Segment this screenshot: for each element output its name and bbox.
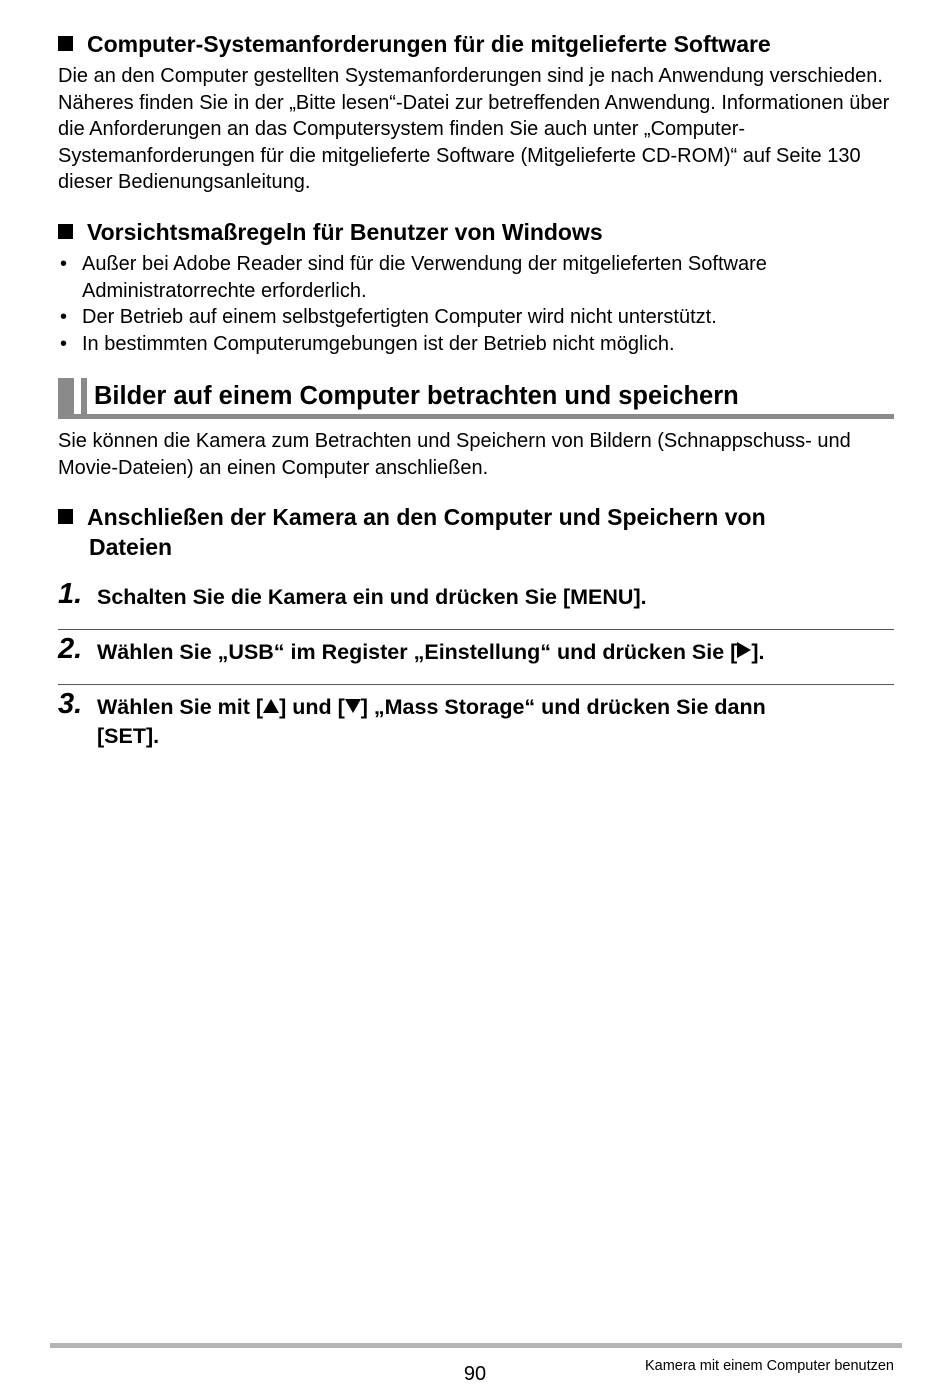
- page-number: 90: [463, 1363, 487, 1385]
- chapter-title: Bilder auf einem Computer betrachten und speichern: [94, 382, 739, 410]
- section-heading-system-requirements: Computer-Systemanforderungen für die mitgelieferte Software: [58, 29, 771, 59]
- step-text: Wählen Sie mit [ ] und [ ] „Mass Storage“ und drücken Sie dann [SET].: [97, 695, 766, 748]
- windows-precautions-list: [58, 251, 894, 357]
- footer-divider: [50, 1343, 902, 1348]
- step-number: 1.: [58, 578, 83, 610]
- square-bullet-icon: [58, 224, 73, 239]
- chapter-intro-paragraph: Sie können die Kamera zum Betrachten und Speichern von Bildern (Schnappschuss- und Movie-Dateien) an einen Computer anschließen.: [58, 430, 851, 479]
- chapter-heading: [58, 378, 894, 420]
- up-arrow-icon: [263, 699, 279, 713]
- chapter-marker-bar: [58, 378, 74, 416]
- step-number: 3.: [58, 688, 83, 720]
- system-requirements-paragraph: Die an den Computer gestellten Systemanforderungen sind je nach Anwendung verschieden. Näheres finden Sie in der „Bitte lesen“-Datei zur betreffenden Anwendung. Informationen über die Anforderungen an das Computersystem finden Sie auch unter „Computer-Systemanforderungen für die mitgelieferte Software (Mitgelieferte CD-ROM)“ auf Seite 130 dieser Bedienungsanleitung.: [58, 65, 890, 193]
- section-heading-windows-precautions: Vorsichtsmaßregeln für Benutzer von Windows: [58, 217, 603, 247]
- list-item: • Außer bei Adobe Reader sind für die Verwendung der mitgelieferten Software Administratorrechte erforderlich.: [58, 251, 894, 304]
- list-item: • Der Betrieb auf einem selbstgefertigten Computer wird nicht unterstützt.: [58, 304, 894, 331]
- subsection-heading-connect-camera: Anschließen der Kamera an den Computer und Speichern von Dateien: [58, 502, 858, 562]
- list-item: • In bestimmten Computerumgebungen ist der Betrieb nicht möglich.: [58, 331, 894, 358]
- step-text: Schalten Sie die Kamera ein und drücken Sie [MENU].: [97, 585, 647, 609]
- chapter-underline: [58, 414, 894, 419]
- footer-chapter-name: Kamera mit einem Computer benutzen: [644, 1358, 894, 1374]
- step-divider: [58, 684, 894, 685]
- step-number: 2.: [58, 633, 83, 665]
- down-arrow-icon: [345, 699, 361, 713]
- chapter-marker-bar: [81, 378, 87, 416]
- right-arrow-icon: [737, 642, 751, 658]
- square-bullet-icon: [58, 509, 73, 524]
- square-bullet-icon: [58, 36, 73, 51]
- step-divider: [58, 629, 894, 630]
- step-text: Wählen Sie „USB“ im Register „Einstellung“ und drücken Sie [ ].: [97, 640, 765, 664]
